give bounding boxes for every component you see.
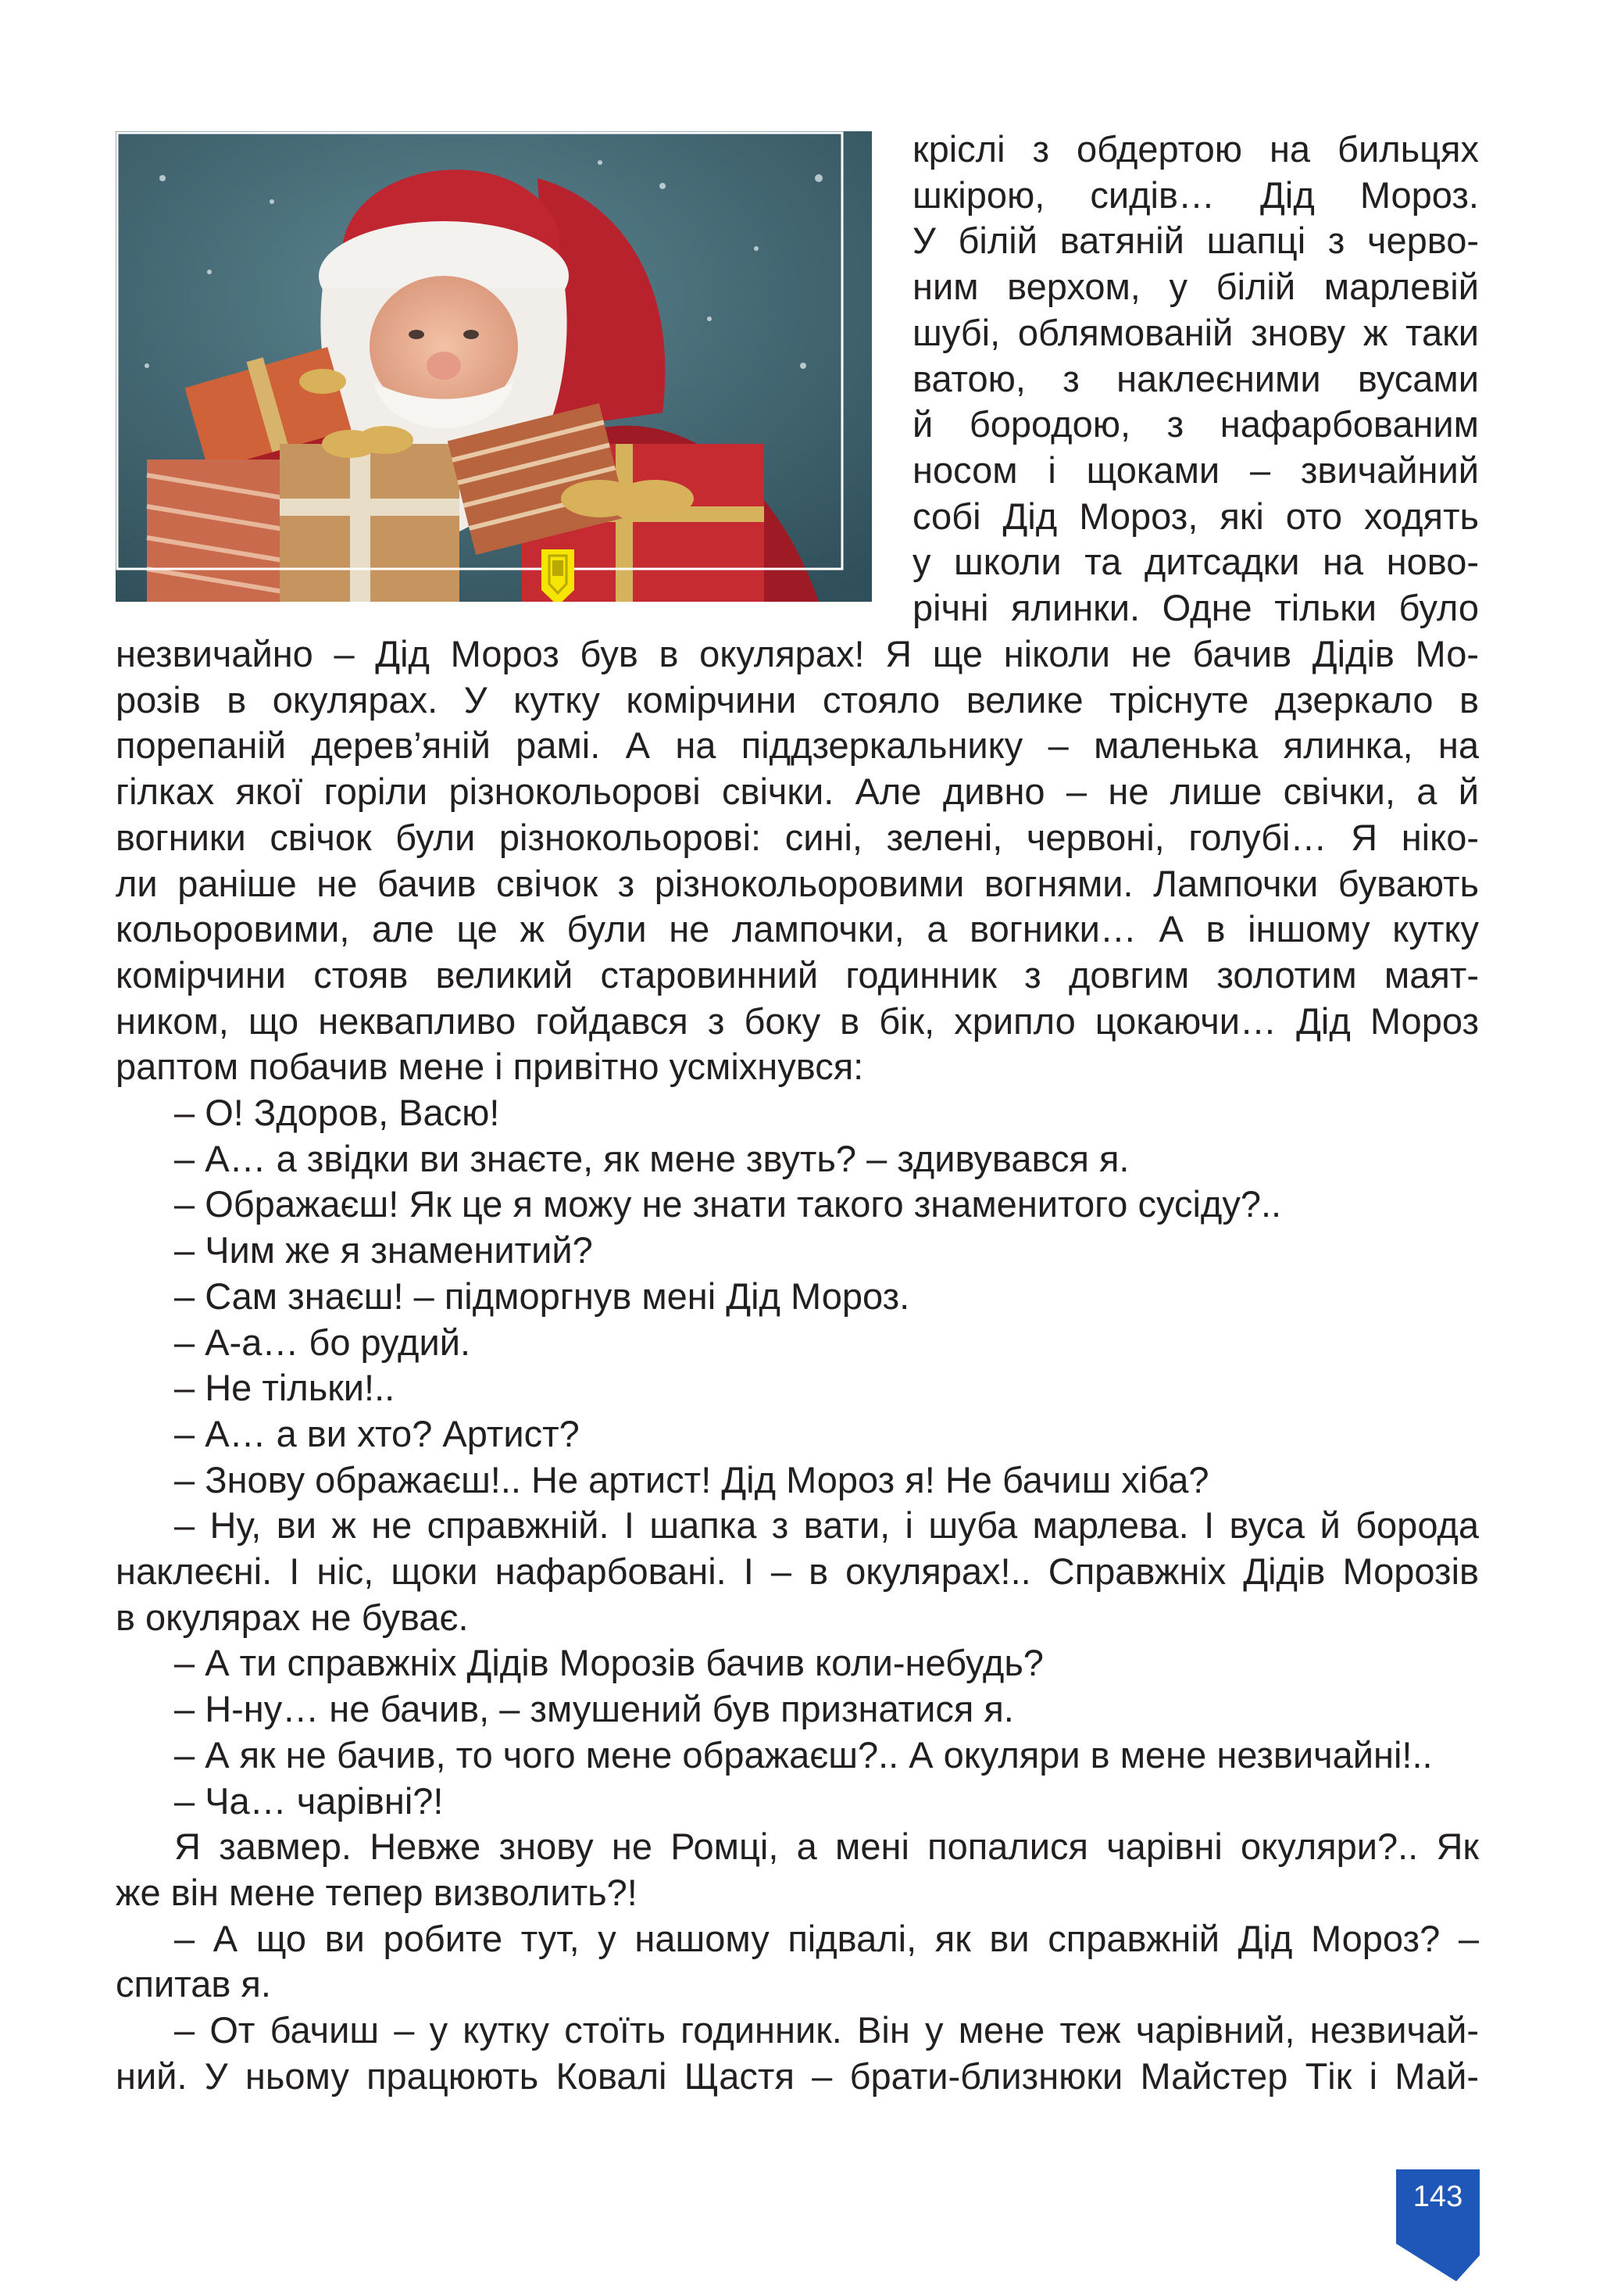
- text-line: шкірою, сидів… Дід Мороз.: [912, 173, 1479, 216]
- dialog-line: – Не тільки!..: [174, 1367, 395, 1409]
- dialog-line: – А ти справжніх Дідів Морозів бачив коли-небудь?: [174, 1642, 1044, 1684]
- text-line: же він мене тепер визволить?!: [116, 1871, 638, 1913]
- text-line: Я завмер. Невже знову не Ромці, а мені попалися чарівні окуляри?.. Як: [174, 1826, 1479, 1868]
- dialog-line: – Ча… чарівні?!: [174, 1779, 444, 1822]
- text-line: розів в окулярах. У кутку комірчини стояло велике тріснуте дзеркало в: [116, 678, 1479, 721]
- page-number-tab: [1396, 2169, 1480, 2296]
- dialog-line: – Сам знаєш! – підморгнув мені Дід Мороз.: [174, 1275, 910, 1317]
- text-line: ли раніше не бачив свічок з різнокольоровими вогнями. Лампочки бувають: [116, 862, 1479, 904]
- paragraph: [116, 1916, 1479, 2008]
- float-text-block: [912, 127, 1479, 631]
- text-line: кольоровими, але це ж були не лампочки, а вогники… А в іншому кутку: [116, 908, 1479, 950]
- dialog-line: – А-а… бо рудий.: [174, 1321, 471, 1363]
- text-line: кріслі з обдертою на бильцях: [912, 128, 1479, 170]
- text-line: собі Дід Мороз, які ото ходять: [912, 495, 1479, 537]
- text-line: порепаній дерев’яній рамі. А на піддзеркальнику – маленька ялинка, на: [116, 724, 1479, 767]
- dialog-line: – О! Здоров, Васю!: [174, 1092, 500, 1134]
- text-line: в окулярах не буває.: [116, 1596, 469, 1638]
- paragraph: [116, 1824, 1479, 1915]
- text-line: раптом побачив мене і привітно усміхнувся:: [116, 1046, 864, 1088]
- dialog-line: – А як не бачив, то чого мене ображаєш?.. А окуляри в мене незвичайні!..: [174, 1733, 1433, 1776]
- text-line: незвичайно – Дід Мороз був в окулярах! Я ще ніколи не бачив Дідів Мо-: [116, 633, 1479, 674]
- dialog-line: – Н-ну… не бачив, – змушений був признатися я.: [174, 1688, 1014, 1730]
- santa-illustration: [116, 131, 872, 602]
- text-line: – А що ви робите тут, у нашому підвалі, як ви справжній Дід Мороз? –: [174, 1917, 1479, 1959]
- text-line: шубі, облямованій знову ж таки: [912, 311, 1479, 353]
- text-line: гілках якої горіли різнокольорові свічки. Але дивно – не лише свічки, а й: [116, 771, 1479, 813]
- text-line: – От бачиш – у кутку стоїть годинник. Він у мене теж чарівний, незвичай-: [174, 2009, 1479, 2051]
- paragraph: [116, 631, 1479, 1090]
- text-line: носом і щоками – звичайний: [912, 449, 1479, 491]
- body-text: [116, 631, 1479, 2100]
- text-line: У білій ватяній шапці з черво-: [912, 220, 1479, 262]
- text-line: й бородою, з нафарбованим: [912, 403, 1479, 445]
- text-line: річні ялинки. Одне тільки було: [912, 587, 1479, 629]
- chapter-marker-icon: [541, 549, 574, 602]
- dialog-line: – А… а ви хто? Артист?: [174, 1412, 580, 1454]
- text-line: у школи та дитсадки на ново-: [912, 541, 1479, 583]
- text-line: ний. У ньому працюють Ковалі Щастя – брати-близнюки Майстер Тік і Май-: [116, 2055, 1479, 2097]
- dialog-line: – Знову ображаєш!.. Не артист! Дід Мороз я! Не бачиш хіба?: [174, 1458, 1209, 1500]
- text-line: спитав я.: [116, 1963, 271, 2005]
- text-line: комірчини стояв великий старовинний годинник з довгим золотим маят-: [116, 953, 1479, 996]
- dialog-line: – А… а звідки ви знаєте, як мене звуть? – здивувався я.: [174, 1137, 1130, 1179]
- paragraph: [116, 1503, 1479, 1640]
- text-line: наклеєні. І ніс, щоки нафарбовані. І – в окулярах!.. Справжніх Дідів Морозів: [116, 1550, 1479, 1593]
- text-line: ником, що неквапливо гойдався з боку в бік, хрипло цокаючи… Дід Мороз: [116, 1000, 1479, 1042]
- text-line: – Ну, ви ж не справжній. І шапка з вати, і шуба марлева. І вуса й борода: [174, 1504, 1479, 1547]
- paragraph: [116, 2008, 1479, 2099]
- dialog-line: – Ображаєш! Як це я можу не знати такого знаменитого сусіду?..: [174, 1183, 1282, 1225]
- dialog-line: – Чим же я знаменитий?: [174, 1229, 593, 1271]
- text-line: ним верхом, у білій марлевій: [912, 266, 1479, 308]
- page-number: 143: [1412, 2180, 1463, 2213]
- text-line: вогники свічок були різнокольорові: сині, зелені, червоні, голубі… Я ніко-: [116, 816, 1479, 858]
- text-line: ватою, з наклеєними вусами: [912, 357, 1479, 399]
